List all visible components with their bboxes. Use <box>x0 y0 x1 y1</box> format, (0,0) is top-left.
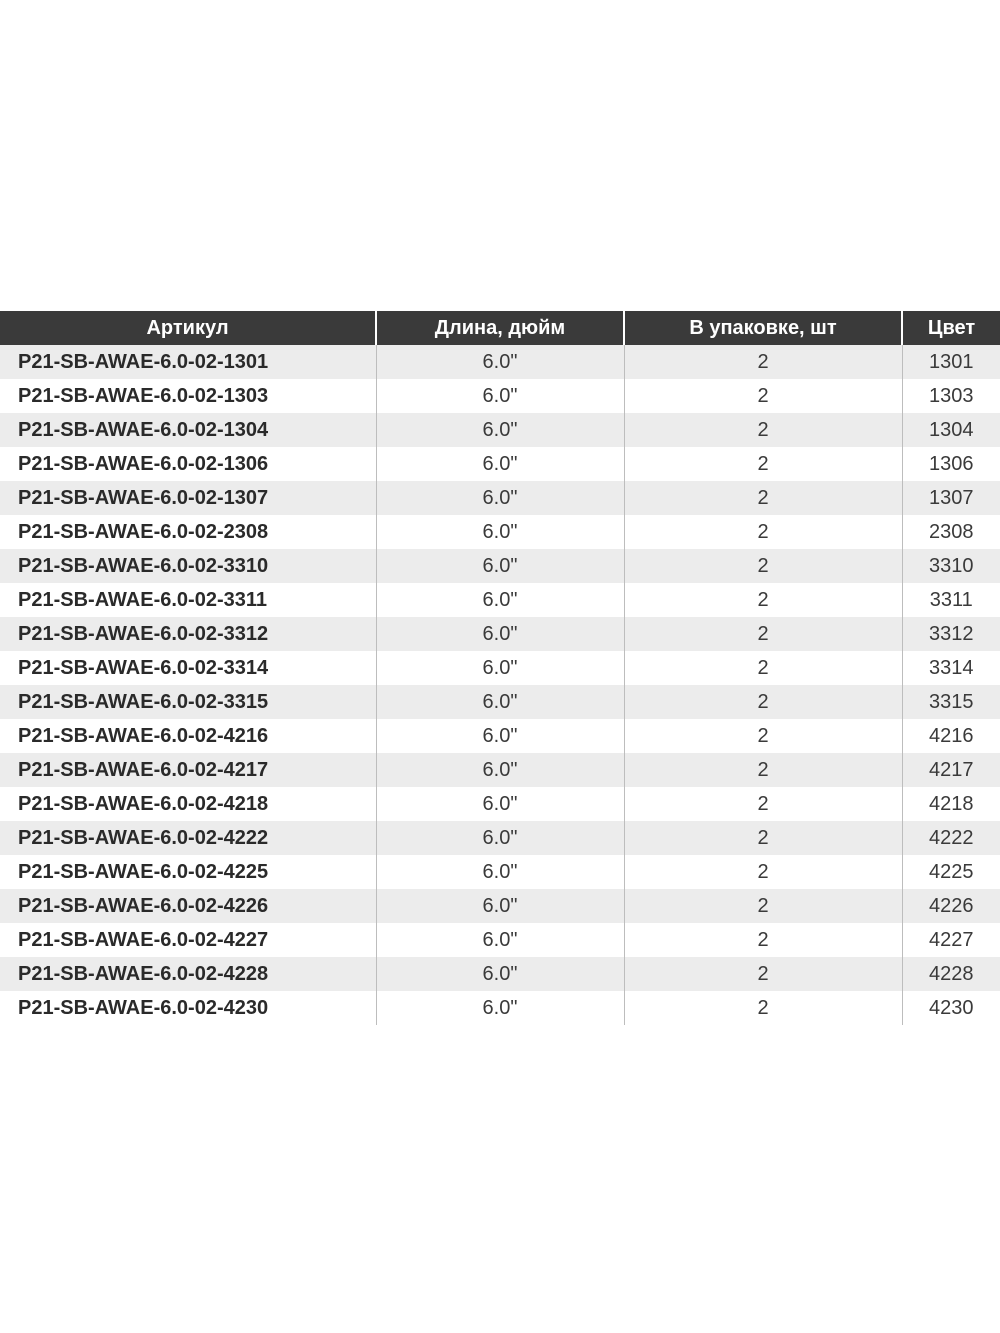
header-pack-qty: В упаковке, шт <box>624 311 902 345</box>
table-row <box>0 583 1000 617</box>
cell-article: P21-SB-AWAE-6.0-02-4230 <box>0 991 376 1025</box>
table-row <box>0 413 1000 447</box>
cell-color: 4222 <box>902 821 1000 855</box>
cell-color: 1306 <box>902 447 1000 481</box>
cell-color: 4217 <box>902 753 1000 787</box>
cell-length: 6.0" <box>376 889 624 923</box>
cell-article: P21-SB-AWAE-6.0-02-3310 <box>0 549 376 583</box>
table-row <box>0 855 1000 889</box>
cell-color: 1304 <box>902 413 1000 447</box>
cell-length: 6.0" <box>376 379 624 413</box>
cell-length: 6.0" <box>376 549 624 583</box>
cell-length: 6.0" <box>376 753 624 787</box>
cell-length: 6.0" <box>376 991 624 1025</box>
cell-color: 4227 <box>902 923 1000 957</box>
cell-length: 6.0" <box>376 447 624 481</box>
cell-article: P21-SB-AWAE-6.0-02-1304 <box>0 413 376 447</box>
cell-color: 1303 <box>902 379 1000 413</box>
cell-pack-qty: 2 <box>624 753 902 787</box>
cell-color: 3310 <box>902 549 1000 583</box>
table-row <box>0 957 1000 991</box>
table-row <box>0 447 1000 481</box>
cell-article: P21-SB-AWAE-6.0-02-4228 <box>0 957 376 991</box>
cell-article: P21-SB-AWAE-6.0-02-1307 <box>0 481 376 515</box>
cell-color: 3315 <box>902 685 1000 719</box>
cell-pack-qty: 2 <box>624 413 902 447</box>
cell-length: 6.0" <box>376 515 624 549</box>
table-row <box>0 481 1000 515</box>
cell-length: 6.0" <box>376 719 624 753</box>
cell-length: 6.0" <box>376 957 624 991</box>
cell-pack-qty: 2 <box>624 923 902 957</box>
cell-length: 6.0" <box>376 855 624 889</box>
cell-article: P21-SB-AWAE-6.0-02-3314 <box>0 651 376 685</box>
cell-pack-qty: 2 <box>624 855 902 889</box>
table-row <box>0 379 1000 413</box>
cell-length: 6.0" <box>376 583 624 617</box>
table-row <box>0 889 1000 923</box>
cell-article: P21-SB-AWAE-6.0-02-4227 <box>0 923 376 957</box>
cell-length: 6.0" <box>376 617 624 651</box>
cell-article: P21-SB-AWAE-6.0-02-1301 <box>0 345 376 379</box>
cell-pack-qty: 2 <box>624 583 902 617</box>
cell-pack-qty: 2 <box>624 957 902 991</box>
cell-pack-qty: 2 <box>624 991 902 1025</box>
cell-pack-qty: 2 <box>624 345 902 379</box>
cell-color: 3311 <box>902 583 1000 617</box>
cell-length: 6.0" <box>376 413 624 447</box>
cell-pack-qty: 2 <box>624 379 902 413</box>
table-body <box>0 345 1000 1025</box>
cell-pack-qty: 2 <box>624 889 902 923</box>
cell-pack-qty: 2 <box>624 651 902 685</box>
cell-color: 2308 <box>902 515 1000 549</box>
cell-color: 4225 <box>902 855 1000 889</box>
cell-article: P21-SB-AWAE-6.0-02-4225 <box>0 855 376 889</box>
cell-length: 6.0" <box>376 821 624 855</box>
header-row <box>0 311 1000 345</box>
cell-color: 1301 <box>902 345 1000 379</box>
table-row <box>0 345 1000 379</box>
cell-pack-qty: 2 <box>624 685 902 719</box>
cell-color: 4230 <box>902 991 1000 1025</box>
cell-article: P21-SB-AWAE-6.0-02-4217 <box>0 753 376 787</box>
table-row <box>0 515 1000 549</box>
cell-length: 6.0" <box>376 345 624 379</box>
cell-pack-qty: 2 <box>624 515 902 549</box>
cell-pack-qty: 2 <box>624 787 902 821</box>
table-row <box>0 991 1000 1025</box>
spec-table <box>0 311 1000 1025</box>
cell-article: P21-SB-AWAE-6.0-02-4226 <box>0 889 376 923</box>
cell-pack-qty: 2 <box>624 447 902 481</box>
cell-article: P21-SB-AWAE-6.0-02-1303 <box>0 379 376 413</box>
table-row <box>0 719 1000 753</box>
cell-article: P21-SB-AWAE-6.0-02-4218 <box>0 787 376 821</box>
header-color: Цвет <box>902 311 1000 345</box>
cell-article: P21-SB-AWAE-6.0-02-3312 <box>0 617 376 651</box>
cell-article: P21-SB-AWAE-6.0-02-3311 <box>0 583 376 617</box>
table-row <box>0 821 1000 855</box>
cell-color: 4228 <box>902 957 1000 991</box>
table-row <box>0 923 1000 957</box>
table-row <box>0 549 1000 583</box>
cell-length: 6.0" <box>376 481 624 515</box>
cell-article: P21-SB-AWAE-6.0-02-3315 <box>0 685 376 719</box>
table-row <box>0 651 1000 685</box>
cell-color: 3312 <box>902 617 1000 651</box>
cell-article: P21-SB-AWAE-6.0-02-1306 <box>0 447 376 481</box>
cell-color: 4216 <box>902 719 1000 753</box>
table-row <box>0 617 1000 651</box>
cell-article: P21-SB-AWAE-6.0-02-2308 <box>0 515 376 549</box>
cell-length: 6.0" <box>376 787 624 821</box>
cell-color: 4218 <box>902 787 1000 821</box>
table-row <box>0 787 1000 821</box>
cell-length: 6.0" <box>376 685 624 719</box>
table-row <box>0 753 1000 787</box>
cell-length: 6.0" <box>376 651 624 685</box>
header-length: Длина, дюйм <box>376 311 624 345</box>
table-row <box>0 685 1000 719</box>
cell-color: 1307 <box>902 481 1000 515</box>
cell-article: P21-SB-AWAE-6.0-02-4222 <box>0 821 376 855</box>
header-article: Артикул <box>0 311 376 345</box>
cell-article: P21-SB-AWAE-6.0-02-4216 <box>0 719 376 753</box>
table-header <box>0 311 1000 345</box>
cell-pack-qty: 2 <box>624 719 902 753</box>
cell-pack-qty: 2 <box>624 481 902 515</box>
cell-pack-qty: 2 <box>624 617 902 651</box>
cell-color: 3314 <box>902 651 1000 685</box>
cell-length: 6.0" <box>376 923 624 957</box>
cell-color: 4226 <box>902 889 1000 923</box>
cell-pack-qty: 2 <box>624 549 902 583</box>
cell-pack-qty: 2 <box>624 821 902 855</box>
